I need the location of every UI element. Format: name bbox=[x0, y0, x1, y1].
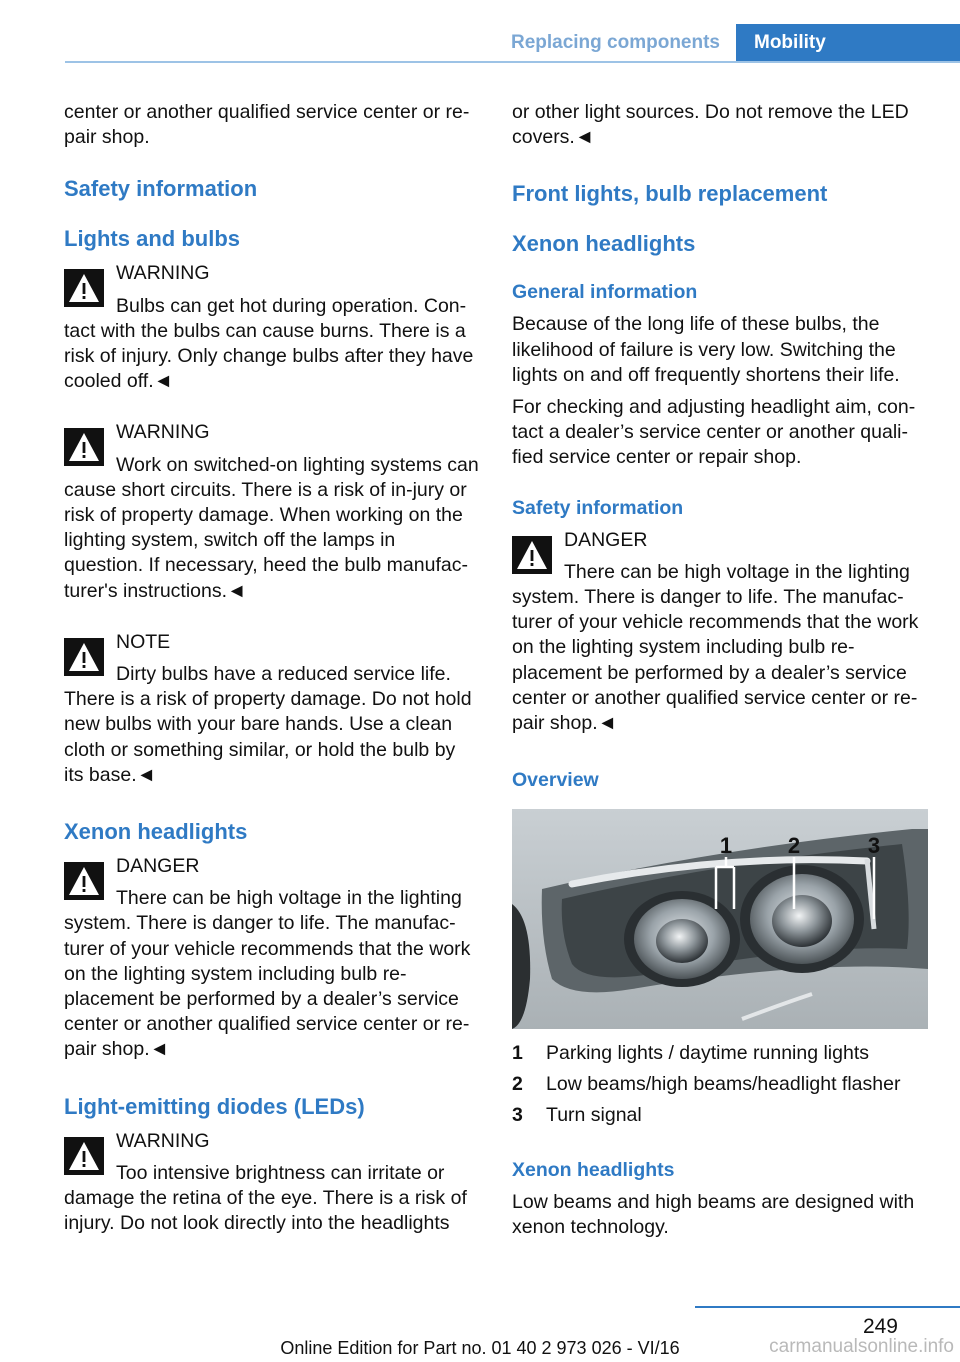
headlight-illustration bbox=[512, 809, 928, 1029]
danger-text: There can be high voltage in the lighting system. There is danger to life. The manufac-turer of your vehicle recommends that the work on the lighting system including bulb re-placement be performed by a dealer’s service center or another qualified service center or re-pair shop.◄ bbox=[512, 560, 919, 735]
warning-triangle-icon bbox=[64, 269, 104, 307]
general-info-p2: For checking and adjusting headlight aim, con-tact a dealer’s service center or another quali-fied service center or repair shop. bbox=[512, 396, 916, 469]
lights-bulbs-heading: Lights and bulbs bbox=[64, 226, 240, 252]
general-info-heading: General information bbox=[512, 281, 698, 304]
left-column bbox=[64, 100, 479, 1237]
danger-block bbox=[512, 528, 927, 737]
led-warning-block bbox=[64, 1129, 479, 1237]
legend-num: 1 bbox=[512, 1042, 523, 1065]
warning-triangle-icon bbox=[512, 536, 552, 574]
danger-label: DANGER bbox=[116, 855, 200, 878]
warning-triangle-icon bbox=[64, 428, 104, 466]
figure-legend bbox=[512, 1041, 927, 1128]
note-label: NOTE bbox=[116, 630, 171, 653]
footer-rule bbox=[695, 1306, 960, 1308]
warning-triangle-icon bbox=[64, 862, 104, 900]
header-section-title: Replacing components bbox=[510, 32, 720, 53]
header-rule bbox=[65, 61, 960, 63]
header-tab-mobility: Mobility bbox=[736, 24, 960, 61]
note-text: Dirty bulbs have a reduced service life. There is a risk of property damage. Do not hold new bulbs with your bare hands. Use a clean cloth or something similar, or hold the bulb by its base.◄ bbox=[64, 663, 472, 786]
headlight-figure bbox=[512, 809, 928, 1029]
legend-num: 2 bbox=[512, 1073, 523, 1096]
watermark: carmanualsonline.info bbox=[769, 1336, 954, 1357]
warning-label: WARNING bbox=[116, 421, 210, 444]
warning-label: WARNING bbox=[116, 1129, 210, 1152]
warning-triangle-icon bbox=[64, 1137, 104, 1175]
legend-text: Turn signal bbox=[546, 1104, 642, 1127]
warning-label: WARNING bbox=[116, 262, 210, 285]
warning-text: Bulbs can get hot during operation. Con-tact with the bulbs can cause burns. There is a risk of injury. Only change bulbs after they have cooled off.◄ bbox=[64, 294, 474, 393]
general-info-p1: Because of the long life of these bulbs, the likelihood of failure is very low. Switching the lights on and off frequently shortens their life. bbox=[512, 313, 900, 386]
continued-text: or other light sources. Do not remove the LED covers.◄ bbox=[512, 101, 909, 149]
warning-text: Work on switched-on lighting systems can cause short circuits. There is a risk of in-jury or risk of property damage. When working on the lighting system, switch off the lamps in question. If necessary, heed the bulb manufac-turer's instructions.◄ bbox=[64, 453, 479, 602]
warning-block-2 bbox=[64, 420, 479, 603]
note-block bbox=[64, 630, 479, 788]
overview-heading: Overview bbox=[512, 769, 599, 792]
safety-heading: Safety information bbox=[64, 176, 258, 202]
right-column bbox=[512, 100, 927, 1241]
callout-2: 2 bbox=[787, 833, 801, 859]
front-lights-heading: Front lights, bulb replacement bbox=[512, 181, 828, 207]
legend-num: 3 bbox=[512, 1104, 523, 1127]
xenon-headlights-heading: Xenon headlights bbox=[512, 231, 696, 257]
intro-text: center or another qualified service center or re-pair shop. bbox=[64, 101, 470, 149]
page-number: 249 bbox=[862, 1315, 898, 1338]
callout-3: 3 bbox=[867, 833, 881, 859]
edition-line: Online Edition for Part no. 01 40 2 973 026 - VI/16 bbox=[280, 1338, 680, 1358]
callout-1: 1 bbox=[719, 833, 733, 859]
legend-text: Low beams/high beams/headlight flasher bbox=[546, 1073, 901, 1096]
xenon-headlights-heading: Xenon headlights bbox=[64, 819, 248, 845]
danger-block bbox=[64, 854, 479, 1063]
danger-label: DANGER bbox=[564, 528, 648, 551]
danger-text: There can be high voltage in the lighting system. There is danger to life. The manufac-turer of your vehicle recommends that the work on the lighting system including bulb re-placement be performed by a dealer’s service center or another qualified service center or re-pair shop.◄ bbox=[64, 887, 471, 1061]
safety-info-heading: Safety information bbox=[512, 496, 684, 519]
legend-text: Parking lights / daytime running lights bbox=[546, 1042, 869, 1065]
warning-block-1 bbox=[64, 261, 479, 394]
xenon-headlights-text: Low beams and high beams are designed with xenon technology. bbox=[512, 1191, 915, 1239]
xenon-headlights-subheading: Xenon headlights bbox=[512, 1159, 675, 1182]
led-heading: Light-emitting diodes (LEDs) bbox=[64, 1093, 365, 1119]
warning-triangle-icon bbox=[64, 638, 104, 676]
warning-text: Too intensive brightness can irritate or damage the retina of the eye. There is a risk of injury. Do not look directly into the headlights bbox=[64, 1161, 467, 1235]
